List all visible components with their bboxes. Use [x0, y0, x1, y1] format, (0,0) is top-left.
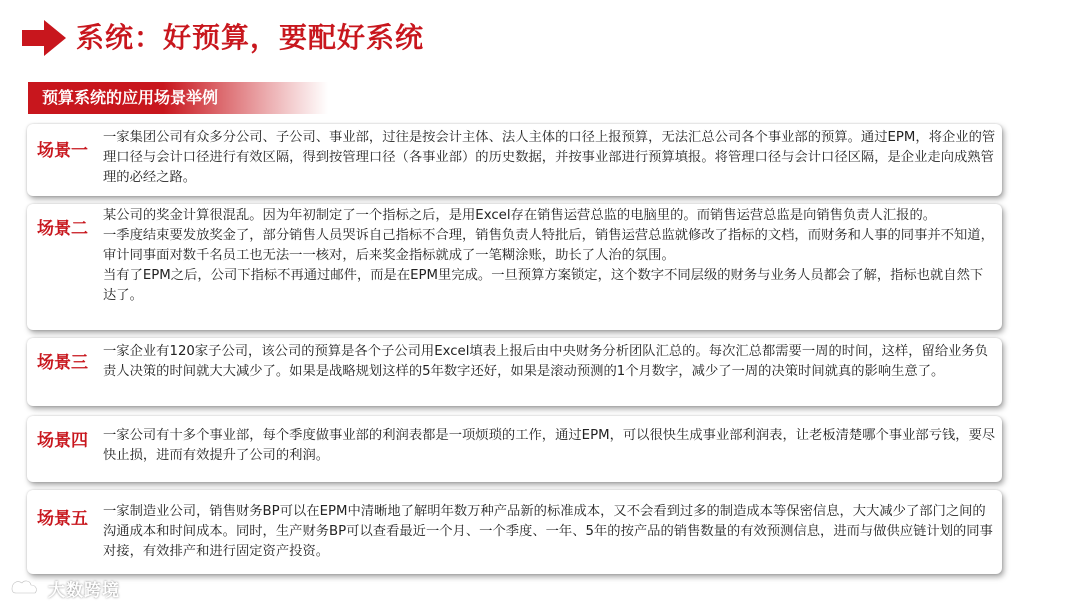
- scenario-label-4: 场景四: [37, 431, 88, 451]
- scenario-text-3: [103, 342, 996, 382]
- scenario-text-5: [103, 502, 996, 562]
- scenario-paragraph: 一家公司有十多个事业部，每个季度做事业部的利润表都是一项烦琐的工作，通过EPM，可以很快生成事业部利润表，让老板清楚哪个事业部亏钱，要尽快止损，进而有效提升了公司的利润。: [103, 428, 996, 463]
- scenario-card-5: [27, 490, 1002, 574]
- title-arrow-icon: [22, 20, 66, 56]
- scenario-label-2: 场景二: [37, 219, 88, 239]
- scenario-card-1: [27, 124, 1002, 196]
- scenario-paragraph: 一家制造业公司，销售财务BP可以在EPM中清晰地了解明年数万种产品新的标准成本，又不会看到过多的制造成本等保密信息，大大减少了部门之间的沟通成本和时间成本。同时，生产财务BP可以查看最近一个月、一个季度、一年、5年的按产品的销售数量的有效预测信息，进而与做供应链计划的同事对接，有效排产和进行固定资产投资。: [103, 504, 993, 559]
- scenario-paragraph: 一家企业有120家子公司，该公司的预算是各个子公司用Excel填表上报后由中央财务分析团队汇总的。每次汇总都需要一周的时间，这样，留给业务负责人决策的时间就大大减少了。如果是战略规划这样的5年数字还好，如果是滚动预测的1个月数字，减少了一周的决策时间就真的影响生意了。: [103, 344, 989, 379]
- watermark-text: 大数跨境: [48, 580, 120, 601]
- section-header-bar: [28, 82, 328, 114]
- watermark: [8, 574, 120, 602]
- scenario-card-2: [27, 204, 1002, 330]
- section-header-label: 预算系统的应用场景举例: [42, 88, 219, 107]
- scenario-paragraph: 一季度结束要发放奖金了，部分销售人员哭诉自己指标不合理，销售负责人特批后，销售运营总监就修改了指标的文档，而财务和人事的同事并不知道，审计同事面对数千名员工也无法一一核对，后来奖金指标就成了一笔糊涂账，助长了人治的氛围。: [103, 228, 994, 263]
- scenario-label-3: 场景三: [37, 353, 88, 373]
- scenario-text-4: [103, 426, 996, 466]
- scenario-card-3: [27, 338, 1002, 406]
- page-title: 系统：好预算，要配好系统: [76, 21, 425, 54]
- scenario-paragraph: 某公司的奖金计算很混乱。因为年初制定了一个指标之后，是用Excel存在销售运营总监的电脑里的。而销售运营总监是向销售负责人汇报的。: [103, 208, 937, 223]
- scenario-label-5: 场景五: [37, 509, 88, 529]
- brand-logo-icon: [8, 577, 42, 599]
- scenario-paragraph: 当有了EPM之后，公司下指标不再通过邮件，而是在EPM里完成。一旦预算方案锁定，这个数字不同层级的财务与业务人员都会了解，指标也就自然下达了。: [103, 268, 984, 303]
- scenario-text-1: [103, 128, 996, 188]
- scenario-label-1: 场景一: [37, 141, 88, 161]
- scenario-paragraph: 一家集团公司有众多分公司、子公司、事业部，过往是按会计主体、法人主体的口径上报预算，无法汇总公司各个事业部的预算。通过EPM，将企业的管理口径与会计口径进行有效区隔，得到按管理口径（各事业部）的历史数据，并按事业部进行预算填报。将管理口径与会计口径区隔，是企业走向成熟管理的必经之路。: [103, 130, 996, 185]
- scenario-card-4: [27, 416, 1002, 482]
- scenario-text-2: [103, 206, 996, 306]
